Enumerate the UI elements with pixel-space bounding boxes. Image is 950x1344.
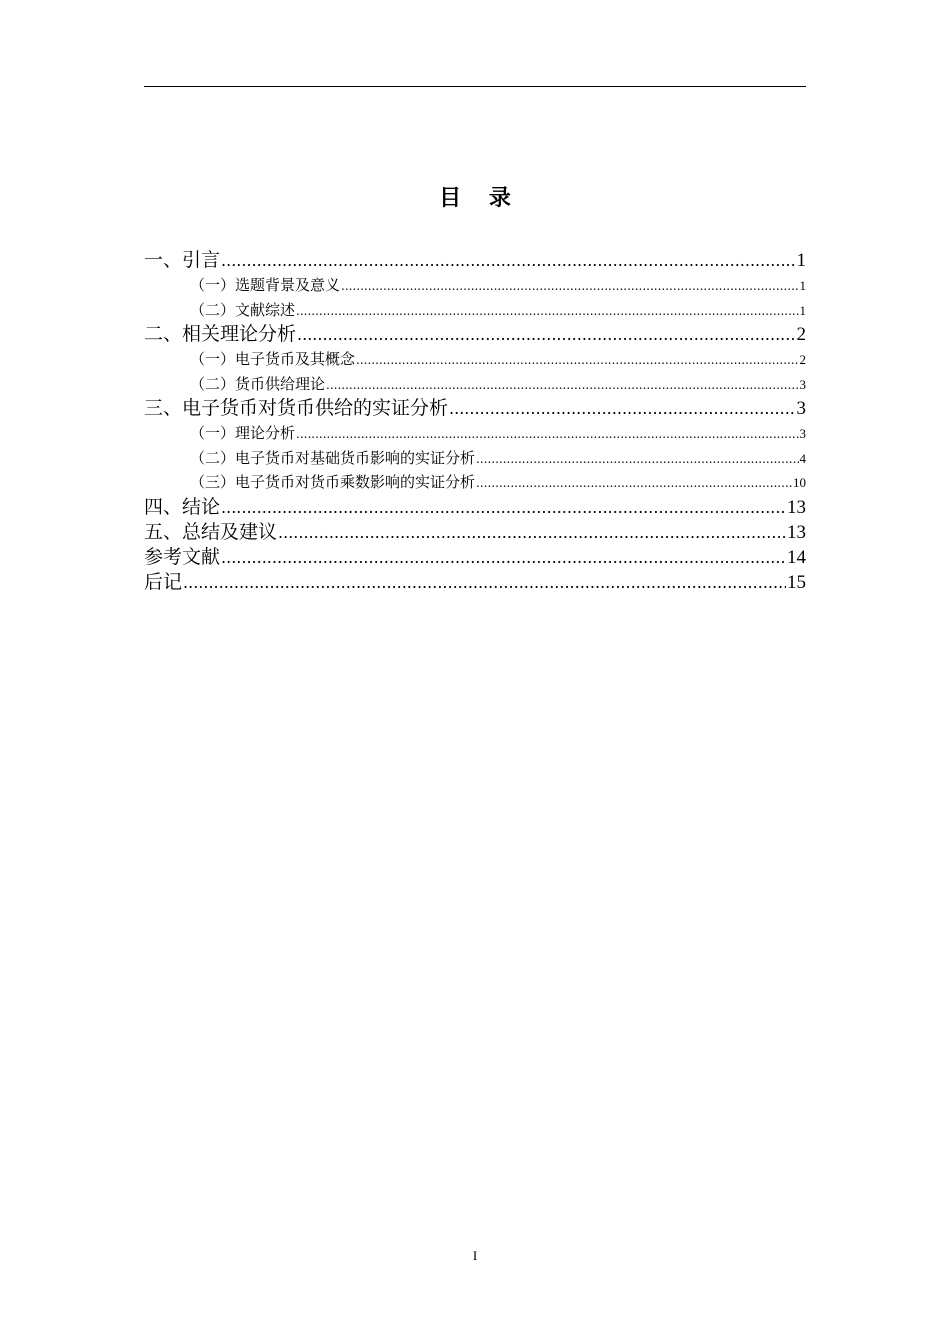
toc-entry[interactable] (144, 446, 806, 471)
toc-entry-page: 13 (787, 521, 806, 543)
toc-dot-leader (297, 322, 795, 347)
toc-entry-label: 二、相关理论分析 (144, 323, 297, 345)
toc-entry[interactable] (144, 322, 806, 347)
toc-entry-label: 三、电子货币对货币供给的实证分析 (144, 397, 449, 419)
toc-dot-leader (476, 446, 798, 471)
header-rule (144, 86, 806, 87)
toc-entry-page: 13 (787, 496, 806, 518)
toc-entry[interactable] (144, 570, 806, 595)
toc-entry[interactable] (144, 520, 806, 545)
toc-dot-leader (278, 520, 786, 545)
toc-entry[interactable] (144, 298, 806, 323)
toc-entry[interactable] (144, 372, 806, 397)
toc-entry-page: 10 (793, 475, 806, 490)
toc-entry-label: （一）选题背景及意义 (190, 276, 341, 294)
table-of-contents (144, 248, 806, 595)
toc-entry-label: （二）货币供给理论 (190, 374, 326, 393)
toc-dot-leader (341, 273, 798, 298)
toc-dot-leader (221, 545, 786, 570)
toc-entry-page: 1 (799, 302, 806, 318)
toc-dot-leader (296, 298, 798, 323)
toc-entry-page: 1 (796, 250, 806, 271)
toc-entry-page: 3 (799, 376, 806, 392)
toc-dot-leader (296, 421, 798, 446)
toc-entry[interactable] (144, 248, 806, 273)
toc-entry-label: （二）电子货币对基础货币影响的实证分析 (190, 448, 476, 467)
toc-dot-leader (476, 470, 792, 495)
toc-entry-label: （三）电子货币对货币乘数影响的实证分析 (190, 473, 476, 491)
toc-entry-label: 后记 (144, 570, 183, 593)
toc-entry-page: 4 (799, 450, 806, 466)
toc-entry-page: 2 (799, 352, 806, 367)
toc-entry[interactable] (144, 396, 806, 421)
toc-dot-leader (221, 495, 786, 520)
toc-entry[interactable] (144, 273, 806, 298)
toc-entry[interactable] (144, 347, 806, 372)
toc-entry[interactable] (144, 421, 806, 446)
toc-entry-label: 四、结论 (144, 495, 221, 518)
toc-entry-page: 14 (787, 546, 806, 568)
toc-entry-label: 五、总结及建议 (144, 520, 278, 543)
toc-entry-page: 3 (796, 398, 806, 419)
toc-entry-label: 一、引言 (144, 249, 221, 271)
toc-entry-label: （二）文献综述 (190, 300, 296, 319)
toc-entry[interactable] (144, 545, 806, 570)
toc-entry[interactable] (144, 495, 806, 520)
page-number: I (472, 1248, 478, 1263)
toc-entry-page: 1 (799, 278, 806, 293)
toc-dot-leader (183, 570, 786, 595)
toc-entry-label: （一）理论分析 (190, 424, 296, 442)
toc-dot-leader (356, 347, 798, 372)
toc-title: 目 录 (439, 185, 521, 211)
toc-entry-page: 3 (799, 426, 806, 441)
toc-entry-page: 15 (787, 571, 806, 593)
toc-entry[interactable] (144, 470, 806, 495)
toc-entry-label: （一）电子货币及其概念 (190, 350, 356, 368)
toc-entry-page: 2 (796, 324, 806, 345)
toc-dot-leader (449, 396, 795, 421)
toc-dot-leader (326, 372, 798, 397)
toc-entry-label: 参考文献 (144, 545, 221, 568)
toc-dot-leader (221, 248, 795, 273)
